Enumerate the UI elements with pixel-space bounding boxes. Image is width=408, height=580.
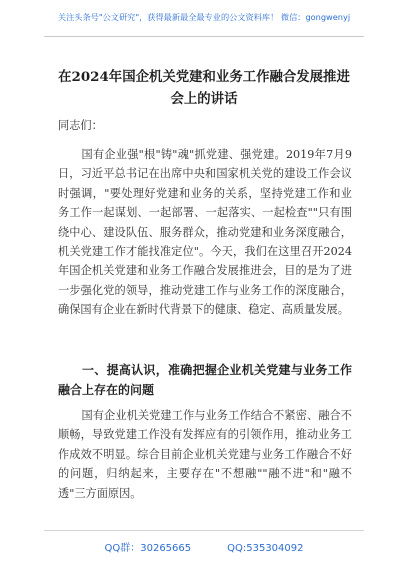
section-heading-1: 一、提高认识，准确把握企业机关党建与业务工作融合上存在的问题: [58, 363, 352, 397]
header-note: 关注头条号"公文研究"，获得最新最全最专业的公文资料库！ 微信：gongwenyj: [57, 12, 351, 22]
paragraph-1: 国有企业强"根"铸"魂"抓党建、强党建。2019年7月9日，习近平总书记在出席中央和国家机关党的建设工作会议时强调，"要处理好党建和业务的关系，坚持党建工作和业务工作一起谋划、一起部署、一起落实、一起检查""只有围绕中心、建设队伍、服务群众，推动党建和业务深度融合，机关党建工作才能找准定位"。今天，我们在这里召开2024年国企机关党建和业务工作融合发展推进会，目的是为了进一步强化党的领导，推动党建工作与业务工作的深度融合，确保国有企业在新时代背景下的健康、稳定、高质量发展。: [58, 148, 352, 317]
footer-qq-group: QQ群：30265665: [104, 543, 192, 554]
paragraph-2: 国有企业机关党建工作与业务工作结合不紧密、融合不顺畅，导致党建工作没有发挥应有的引领作用，推动业务工作成效不明显。综合目前企业机关党建与业务工作融合不好的问题，归纳起来，主要存在"不想融""融不进"和"融不透"三方面原因。: [58, 409, 352, 500]
document-title: 在2024年国企机关党建和业务工作融合发展推进会上的讲话: [58, 69, 350, 107]
header-divider: [44, 36, 364, 37]
greeting: 同志们：: [58, 119, 103, 132]
footer-qq: QQ:535304092: [227, 543, 304, 554]
footer-contacts: [0, 539, 408, 554]
footer-divider: [44, 530, 364, 531]
